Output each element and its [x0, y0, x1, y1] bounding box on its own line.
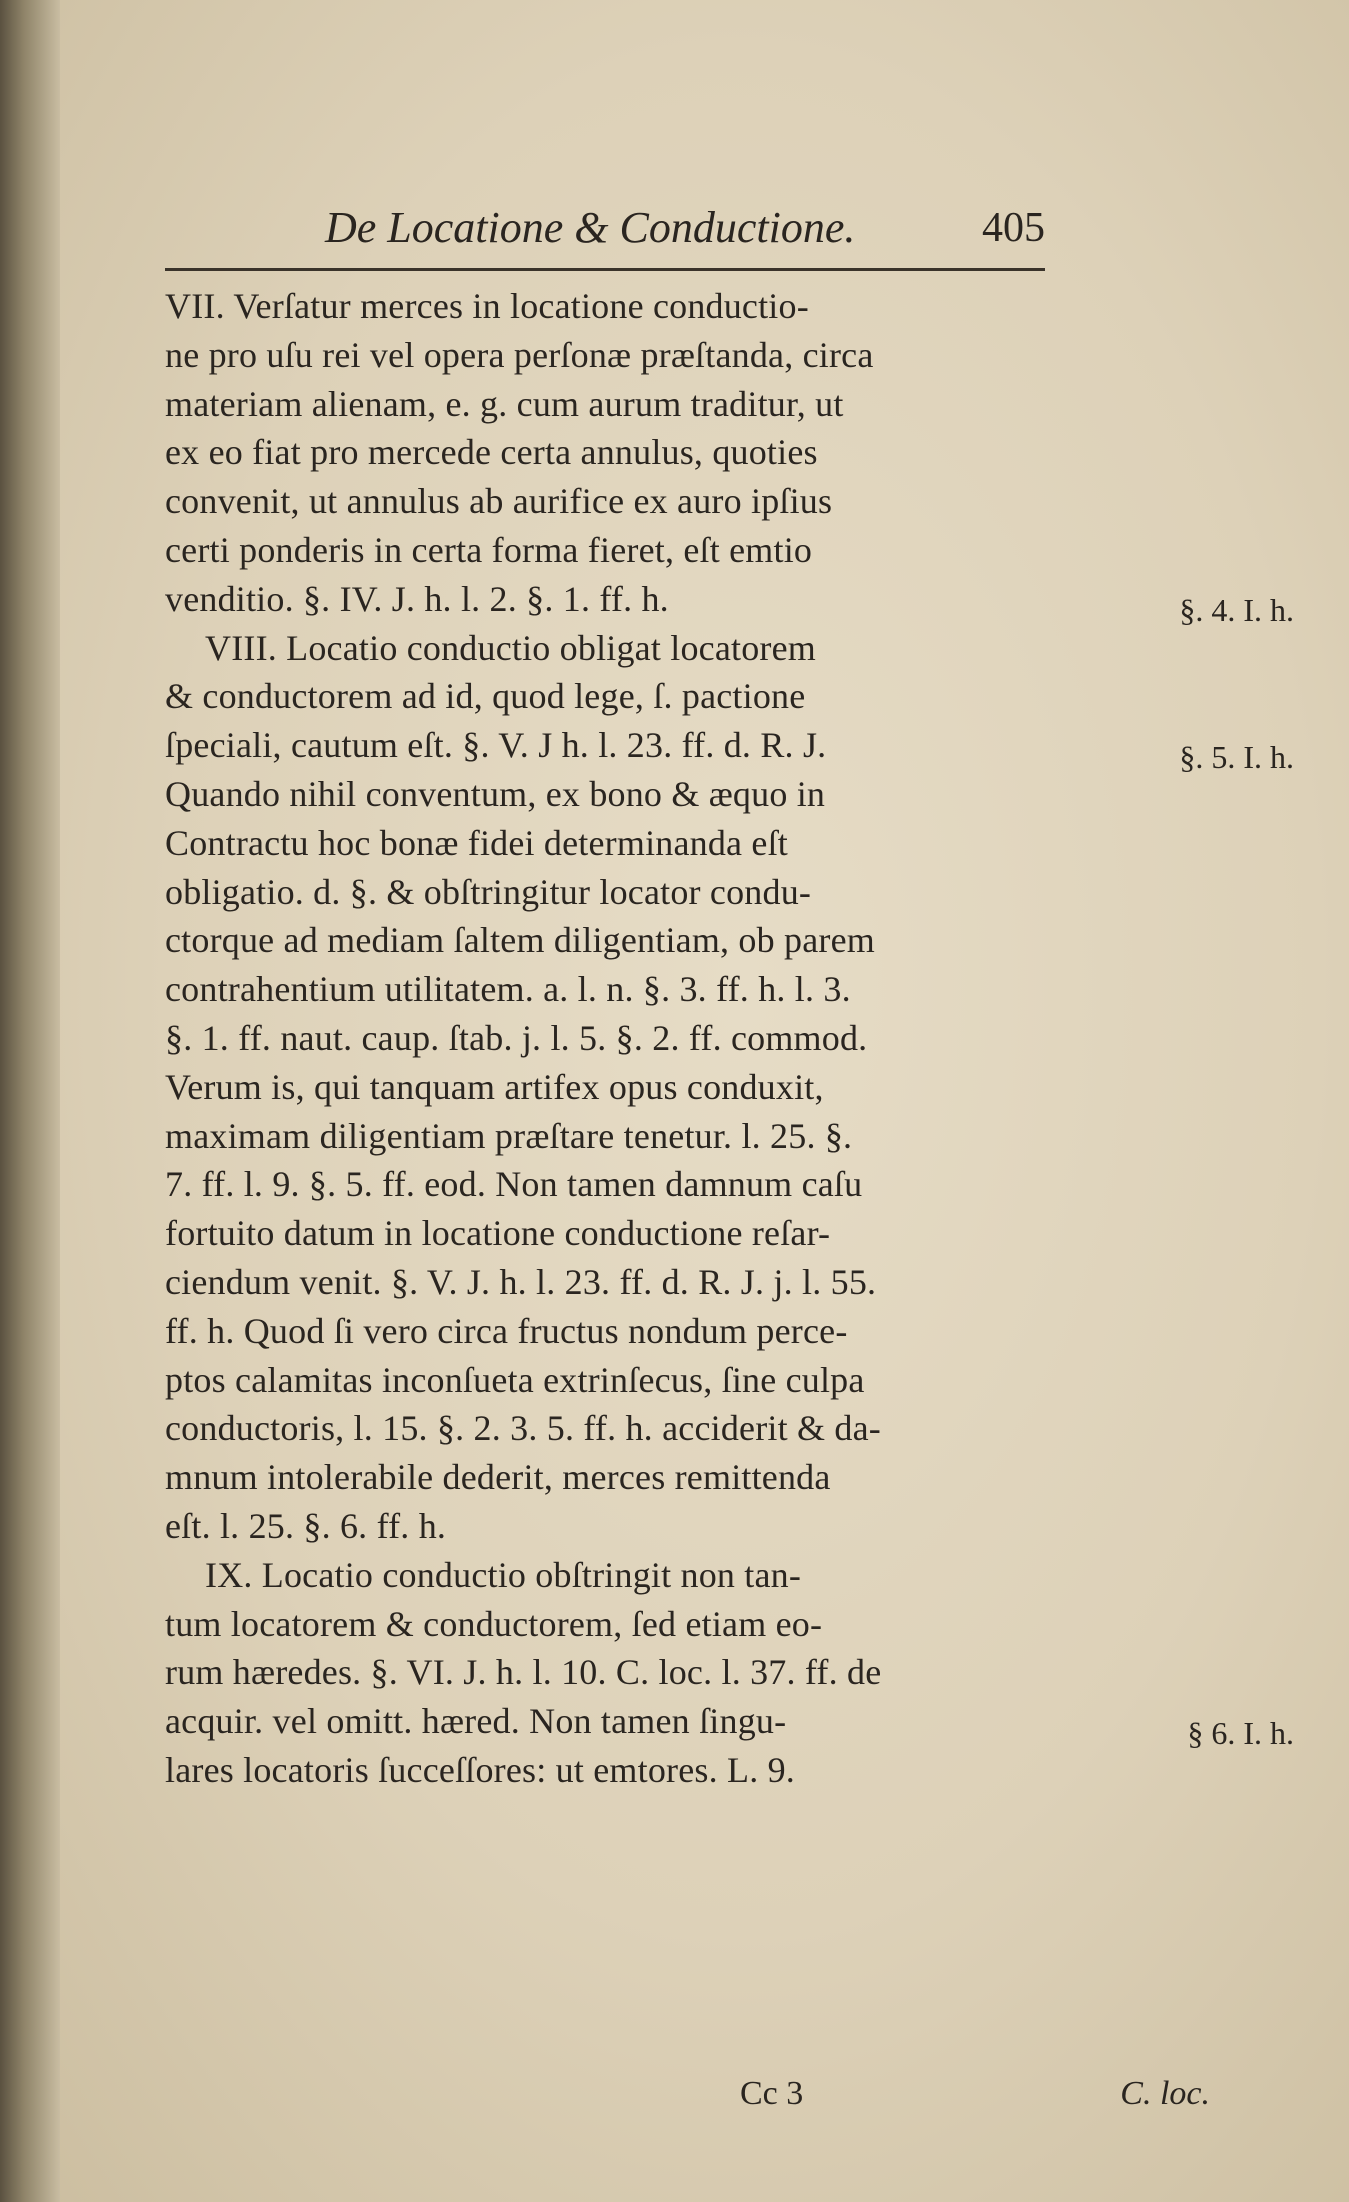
text-line: maximam diligentiam præſtare tenetur. l. 25. §.	[165, 1115, 853, 1156]
marginal-note: § 6. I. h.	[1187, 1715, 1294, 1751]
text-line: eſt. l. 25. §. 6. ff. h.	[165, 1505, 447, 1546]
header-rule	[165, 268, 1045, 271]
text-line: materiam alienam, e. g. cum aurum traditur, ut	[165, 383, 844, 424]
page-number: 405	[982, 205, 1045, 251]
text-line: 7. ff. l. 9. §. 5. ff. eod. Non tamen damnum caſu	[165, 1164, 863, 1205]
text-block	[165, 190, 1210, 2112]
running-head: De Locatione & Conductione.	[325, 203, 856, 252]
text-line: ptos calamitas inconſueta extrinſecus, ſine culpa	[165, 1359, 865, 1400]
text-line: mnum intolerabile dederit, merces remittenda	[165, 1457, 831, 1498]
page-footer	[740, 2075, 1210, 2125]
text-line: Contractu hoc bonæ fidei determinanda eſt	[165, 822, 789, 863]
text-line: §. 1. ff. naut. caup. ſtab. j. l. 5. §. 2. ff. commod.	[165, 1017, 868, 1058]
text-line: tum locatorem & conductorem, ſed etiam eo-	[165, 1603, 823, 1644]
text-line: Verum is, qui tanquam artifex opus conduxit,	[165, 1066, 824, 1107]
text-line: acquir. vel omitt. hæred. Non tamen ſingu-	[165, 1701, 787, 1742]
text-line: ſpeciali, cautum eſt. §. V. J h. l. 23. ff. d. R. J.	[165, 725, 827, 766]
text-line: IX. Locatio conductio obſtringit non tan-	[205, 1554, 802, 1595]
catchword: C. loc.	[1120, 2075, 1210, 2112]
marginal-note: §. 5. I. h.	[1179, 739, 1294, 775]
text-line: ne pro uſu rei vel opera perſonæ præſtanda, circa	[165, 334, 874, 375]
text-line: ex eo fiat pro mercede certa annulus, quoties	[165, 432, 818, 473]
text-line: ciendum venit. §. V. J. h. l. 23. ff. d. R. J. j. l. 55.	[165, 1261, 877, 1302]
text-line: Quando nihil conventum, ex bono & æquo in	[165, 773, 826, 814]
text-line: ctorque ad mediam ſaltem diligentiam, ob parem	[165, 920, 875, 961]
body-text	[165, 282, 1045, 1795]
text-line: obligatio. d. §. & obſtringitur locator condu-	[165, 871, 812, 912]
text-line: rum hæredes. §. VI. J. h. l. 10. C. loc. l. 37. ff. de	[165, 1652, 882, 1693]
signature-mark: Cc 3	[740, 2075, 804, 2112]
text-line: convenit, ut annulus ab aurifice ex auro ipſius	[165, 481, 833, 522]
text-line: VII. Verſatur merces in locatione conductio-	[165, 286, 809, 326]
text-line: lares locatoris ſucceſſores: ut emtores. L. 9.	[165, 1749, 795, 1790]
page-header	[165, 190, 1045, 260]
marginal-note: §. 4. I. h.	[1179, 592, 1294, 628]
text-line: & conductorem ad id, quod lege, ſ. pactione	[165, 676, 806, 717]
text-line: ff. h. Quod ſi vero circa fructus nondum perce-	[165, 1310, 848, 1351]
text-line: certi ponderis in certa forma fieret, eſt emtio	[165, 529, 813, 570]
text-line: conductoris, l. 15. §. 2. 3. 5. ff. h. acciderit & da-	[165, 1408, 881, 1449]
text-line: contrahentium utilitatem. a. l. n. §. 3. ff. h. l. 3.	[165, 969, 851, 1010]
text-line: VIII. Locatio conductio obligat locatorem	[205, 627, 816, 668]
text-line: fortuito datum in locatione conductione reſar-	[165, 1213, 831, 1254]
page-gutter	[0, 0, 60, 2202]
text-line: venditio. §. IV. J. h. l. 2. §. 1. ff. h.	[165, 578, 669, 619]
